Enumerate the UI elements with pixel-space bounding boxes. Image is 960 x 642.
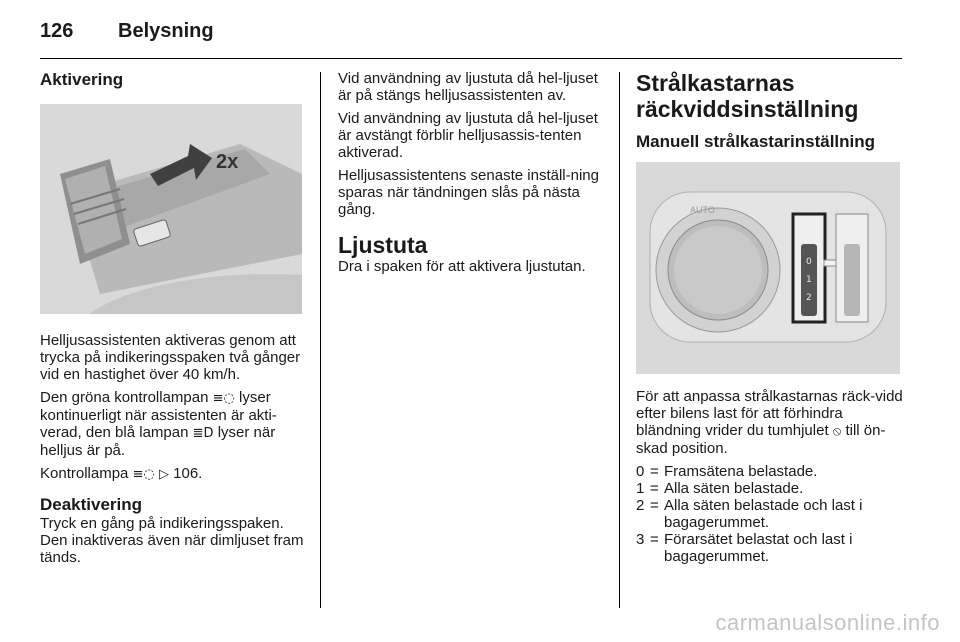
page-header bbox=[40, 20, 214, 48]
paragraph: Kontrollampa ≡◌ ▷ 106. bbox=[40, 465, 203, 482]
headlight-switch-illustration bbox=[636, 162, 900, 374]
list-item: 1 = Alla säten belastade. bbox=[636, 480, 804, 497]
light-switch-panel-drawing bbox=[636, 162, 900, 374]
section-heading-flash: Ljustuta bbox=[338, 232, 428, 258]
header-divider bbox=[40, 58, 902, 59]
column-1 bbox=[40, 70, 304, 572]
paragraph: För att anpassa strålkastarnas räck-vidd efter bilens last för att förhindra bländning vrider du tumhjulet ⦸ till ön-skad position. bbox=[636, 388, 903, 457]
headlight-range-thumbwheel-icon: ⦸ bbox=[832, 424, 842, 439]
press-twice-label: 2x bbox=[216, 151, 239, 173]
svg-text:2: 2 bbox=[806, 293, 812, 303]
column-3 bbox=[636, 70, 904, 565]
section-heading-headlight-range: Strålkastarnas räckviddsinställning bbox=[636, 70, 859, 122]
paragraph: Vid användning av ljustuta då hel-ljuset är på stängs helljusassistenten av. bbox=[338, 70, 598, 104]
paragraph: Helljusassistenten aktiveras genom att trycka på indikeringsspaken två gånger vid en hastighet över 40 km/h. bbox=[40, 332, 301, 383]
section-heading-activation: Aktivering bbox=[40, 70, 124, 89]
svg-text:0: 0 bbox=[806, 257, 812, 267]
indicator-stalk-illustration bbox=[40, 104, 302, 314]
page-number: 126 bbox=[40, 20, 74, 42]
column-divider bbox=[320, 72, 321, 608]
paragraph: Den gröna kontrollampan ≡◌ lyser kontinuerligt när assistenten är akti-verad, den blå lampan ≣D lyser när helljus är på. bbox=[40, 389, 277, 459]
indicator-stalk-drawing bbox=[40, 104, 302, 314]
high-beam-lamp-icon: ≣D bbox=[192, 426, 214, 441]
column-2 bbox=[338, 70, 604, 281]
list-item: 3 = Förarsätet belastat och last i bagagerummet. bbox=[636, 531, 853, 565]
auto-position-label: AUTO bbox=[690, 205, 715, 215]
load-setting-list bbox=[636, 463, 904, 565]
list-item: 0 = Framsätena belastade. bbox=[636, 463, 818, 480]
section-heading-deactivation: Deaktivering bbox=[40, 495, 143, 514]
page-reference-arrow-icon: ▷ bbox=[158, 467, 169, 482]
svg-text:1: 1 bbox=[806, 275, 812, 285]
column-divider bbox=[619, 72, 620, 608]
auto-high-beam-lamp-icon: ≡◌ bbox=[132, 467, 155, 482]
list-item: 2 = Alla säten belastade och last i bagagerummet. bbox=[636, 497, 863, 531]
paragraph: Vid användning av ljustuta då hel-ljuset är avstängt förblir helljusassis-tenten aktiverad. bbox=[338, 110, 598, 161]
paragraph: Helljusassistentens senaste inställ-ning sparas när tändningen slås på nästa gång. bbox=[338, 167, 599, 218]
chapter-title: Belysning bbox=[118, 20, 214, 42]
paragraph: Dra i spaken för att aktivera ljustutan. bbox=[338, 258, 586, 275]
subheading-manual-range: Manuell strålkastarinställning bbox=[636, 132, 876, 151]
site-watermark: carmanualsonline.info bbox=[715, 610, 940, 635]
auto-high-beam-lamp-icon: ≡◌ bbox=[212, 391, 235, 406]
paragraph: Tryck en gång på indikeringsspaken. Den inaktiveras även när dimljuset fram tänds. bbox=[40, 515, 304, 566]
